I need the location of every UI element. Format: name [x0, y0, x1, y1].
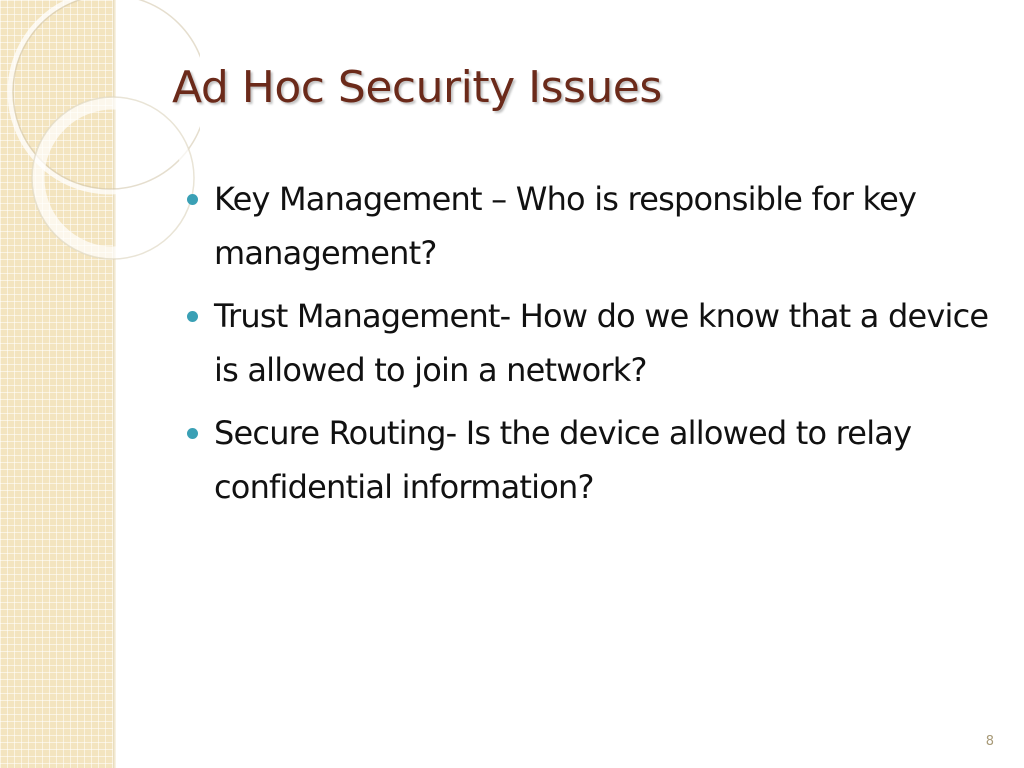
slide-title: Ad Hoc Security Issues [172, 62, 662, 113]
bullet-text: Trust Management- How do we know that a device is allowed to join a network? [214, 297, 989, 389]
bullet-marker-icon [187, 428, 198, 439]
bullet-item-secure-routing [184, 406, 1004, 514]
bullet-text: Key Management – Who is responsible for key management? [214, 180, 917, 272]
bullet-text: Secure Routing- Is the device allowed to relay confidential information? [214, 414, 912, 506]
bullet-marker-icon [187, 311, 198, 322]
bullet-list [184, 172, 1004, 523]
bullet-marker-icon [187, 194, 198, 205]
bullet-item-key-management [184, 172, 1004, 280]
bullet-item-trust-management [184, 289, 1004, 397]
decorative-rings [0, 0, 200, 260]
page-number: 8 [985, 734, 994, 749]
